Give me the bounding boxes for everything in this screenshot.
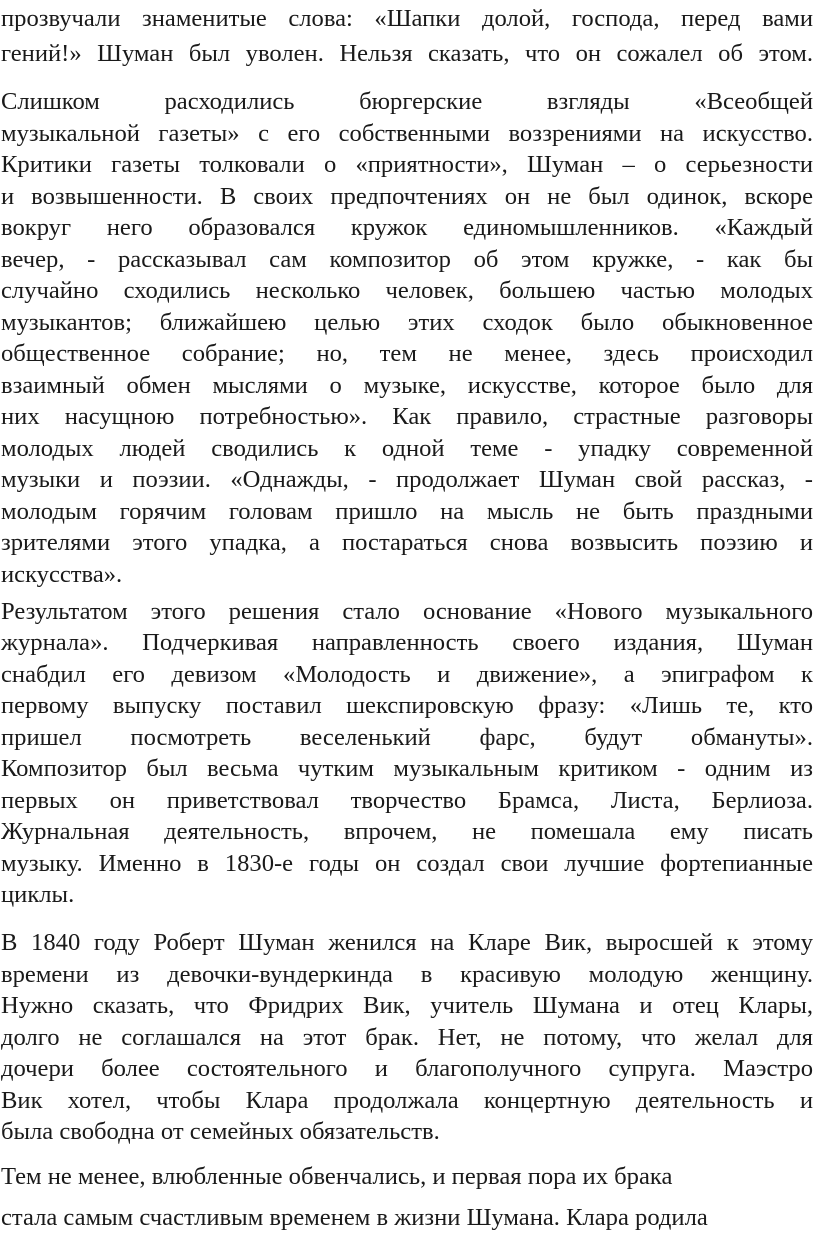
text-line: дочери более состоятельного и благополучного супруга. Маэстро [1, 1055, 813, 1082]
text-line: взаимный обмен мыслями о музыке, искусстве, которое было для [1, 372, 813, 399]
text-line: вокруг него образовался кружок единомышленников. «Каждый [1, 214, 813, 241]
text-line: Результатом этого решения стало основание «Нового музыкального [1, 598, 813, 625]
text-line: общественное собрание; но, тем не менее, здесь происходил [1, 340, 813, 367]
text-line: зрителями этого упадка, а постараться снова возвысить поэзию и [1, 529, 813, 556]
text-line: Критики газеты толковали о «приятности», Шуман – о серьезности [1, 151, 813, 178]
text-line: Журнальная деятельность, впрочем, не помешала ему писать [1, 818, 813, 845]
text-line: была свободна от семейных обязательств. [1, 1118, 440, 1145]
text-line: искусства». [1, 561, 123, 588]
text-line: вечер, - рассказывал сам композитор об этом кружке, - как бы [1, 246, 813, 273]
text-line: пришел посмотреть веселенький фарс, будут обмануты». [1, 724, 813, 751]
text-line: Слишком расходились бюргерские взгляды «Всеобщей [1, 88, 813, 115]
text-line: музыки и поэзии. «Однажды, - продолжает Шуман свой рассказ, - [1, 466, 813, 493]
text-line: молодым горячим головам пришло на мысль не быть праздными [1, 498, 813, 525]
text-line: долго не соглашался на этот брак. Нет, не потому, что желал для [1, 1024, 813, 1051]
text-line: первому выпуску поставил шекспировскую фразу: «Лишь те, кто [1, 692, 813, 719]
text-line: музыкантов; ближайшею целью этих сходок было обыкновенное [1, 309, 813, 336]
text-line: Вик хотел, чтобы Клара продолжала концертную деятельность и [1, 1087, 813, 1114]
text-line: музыкальной газеты» с его собственными воззрениями на искусство. [1, 120, 813, 147]
text-line: случайно сходились несколько человек, большею частью молодых [1, 277, 813, 304]
text-line: времени из девочки-вундеркинда в красивую молодую женщину. [1, 961, 813, 988]
text-line: журнала». Подчеркивая направленность своего издания, Шуман [1, 629, 813, 656]
text-line: и возвышенности. В своих предпочтениях он не был одинок, вскоре [1, 183, 813, 210]
text-line: гений!» Шуман был уволен. Нельзя сказать, что он сожалел об этом. [1, 40, 813, 67]
text-line: молодых людей сводились к одной теме - упадку современной [1, 435, 813, 462]
text-line: Композитор был весьма чутким музыкальным критиком - одним из [1, 755, 813, 782]
text-line: Тем не менее, влюбленные обвенчались, и первая пора их брака [1, 1163, 673, 1190]
text-line: них насущною потребностью». Как правило, страстные разговоры [1, 403, 813, 430]
text-line: музыку. Именно в 1830-е годы он создал свои лучшие фортепианные [1, 850, 813, 877]
text-line: Нужно сказать, что Фридрих Вик, учитель Шумана и отец Клары, [1, 992, 813, 1019]
text-line: первых он приветствовал творчество Брамса, Листа, Берлиоза. [1, 787, 813, 814]
text-line: снабдил его девизом «Молодость и движение», а эпиграфом к [1, 661, 813, 688]
text-line: прозвучали знаменитые слова: «Шапки долой, господа, перед вами [1, 5, 813, 32]
text-line: В 1840 году Роберт Шуман женился на Кларе Вик, выросшей к этому [1, 929, 813, 956]
text-line: стала самым счастливым временем в жизни Шумана. Клара родила [1, 1204, 708, 1231]
text-line: циклы. [1, 881, 75, 908]
